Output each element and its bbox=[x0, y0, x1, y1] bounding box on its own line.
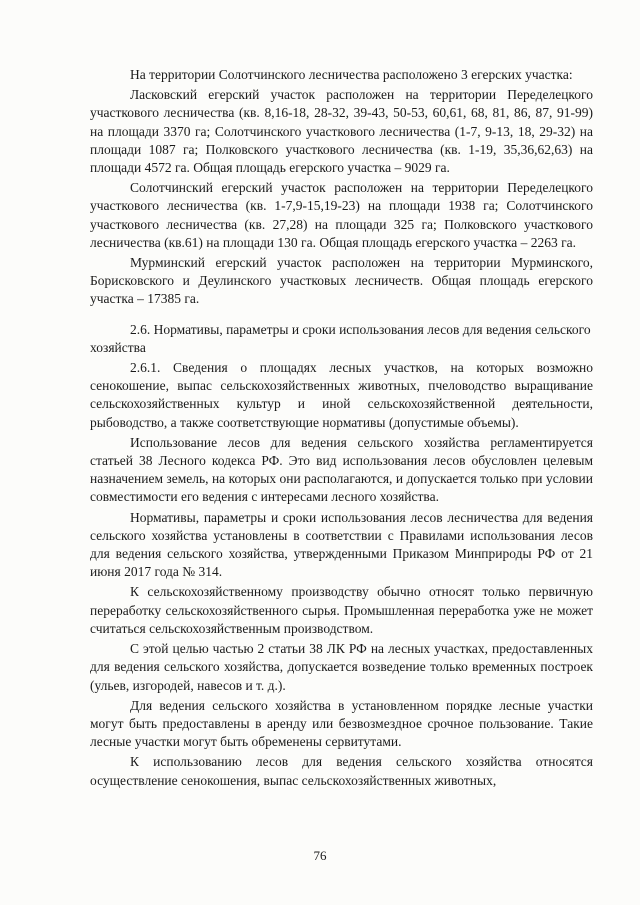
body-paragraph: Использование лесов для ведения сельского хозяйства регламентируется статьей 38 Лесного кодекса РФ. Это вид использования лесов обусловлен целевым назначением земель, на которых они располагаются, и допускается только при условии совместимости его ведения с интересами лесного хозяйства. bbox=[90, 434, 593, 505]
laskovsky-paragraph: Ласковский егерский участок расположен на территории Переделецкого участкового лесничества (кв. 8,16-18, 28-32, 39-43, 50-53, 60,61, 68, 81, 86, 87, 91-99) на площади 3370 га; Солотчинского участкового лесничества (1-7, 9-13, 18, 29-32) на площади 1087 га; Полковского участкового лесничества (кв. 1-19, 35,36,62,63) на площади 4572 га. Общая площадь егерского участка – 9029 га. bbox=[90, 87, 593, 176]
body-paragraph: Для ведения сельского хозяйства в установленном порядке лесные участки могут быть предоставлены в аренду или безвозмездное срочное пользование. Такие лесные участки могут быть обременены сервитутами. bbox=[90, 697, 593, 750]
murminsky-paragraph: Мурминский егерский участок расположен на территории Мурминского, Борисковского и Деулинского участковых лесничеств. Общая площадь егерского участка – 17385 га. bbox=[90, 255, 593, 307]
body-paragraph: С этой целью частью 2 статьи 38 ЛК РФ на лесных участках, предоставленных для ведения сельского хозяйства, допускается возведение только временных построек (ульев, изгородей, навесов и т. д.). bbox=[90, 641, 593, 693]
intro-paragraph: На территории Солотчинского лесничества расположено 3 егерских участка: bbox=[130, 67, 573, 82]
subsection-paragraph: 2.6.1. Сведения о площадях лесных участков, на которых возможно сенокошение, выпас сельскохозяйственных животных, пчеловодство выращивание сельскохозяйственных культур и иной сельскохозяйственной деятельности, рыбоводство, а также соответствующие нормативы (допустимые объемы). bbox=[90, 360, 593, 430]
body-paragraph: Нормативы, параметры и сроки использования лесов лесничества для ведения сельского хозяйства установлены в соответствии с Правилами использования лесов для ведения сельского хозяйства, утвержденными Приказом Минприроды РФ от 21 июня 2017 года № 314. bbox=[90, 509, 593, 580]
body-paragraph: К сельскохозяйственному производству обычно относят только первичную переработку сельскохозяйственного сырья. Промышленная переработка уже не может считаться сельскохозяйственным производством. bbox=[90, 584, 593, 636]
section-heading: 2.6. Нормативы, параметры и сроки использования лесов для ведения сельского хозяйства bbox=[90, 321, 591, 355]
body-paragraph: К использованию лесов для ведения сельского хозяйства относятся осуществление сенокошения, выпас сельскохозяйственных животных, bbox=[90, 754, 593, 788]
document-page bbox=[90, 66, 593, 792]
solotchinsky-paragraph: Солотчинский егерский участок расположен на территории Переделецкого участкового лесничества (кв. 1-7,9-15,19-23) на площади 1938 га; Солотчинского участкового лесничества (кв. 27,28) на площади 325 га; Полковского участкового лесничества (кв.61) на площади 130 га. Общая площадь егерского участка – 2263 га. bbox=[90, 180, 593, 250]
page-number: 76 bbox=[313, 848, 327, 863]
